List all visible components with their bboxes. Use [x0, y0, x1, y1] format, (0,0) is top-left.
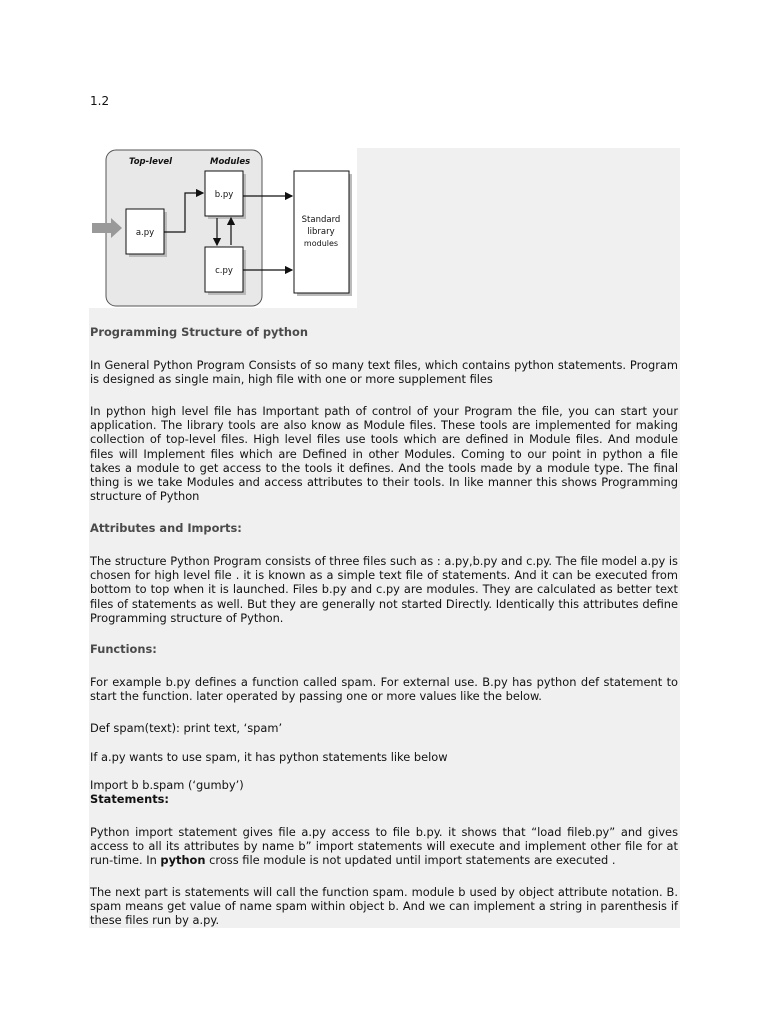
box-c-label: c.py [215, 266, 233, 276]
paragraph-import-statement [90, 825, 678, 868]
paragraph-a-py-spam: If a.py wants to use spam, it has python statements like below [90, 750, 448, 764]
import-text-end: cross file module is not updated until import statements are executed . [205, 853, 616, 868]
box-a-label: a.py [135, 228, 155, 238]
heading-statements: Statements: [90, 792, 169, 806]
heading-programming-structure: Programming Structure of python [90, 325, 308, 339]
section-number: 1.2 [90, 94, 110, 108]
python-bold: python [160, 853, 206, 868]
paragraph-high-level-file: In python high level file has Important path of control of your Program the file, you can start your application. The library tools are also know as Module files. These tools are implemented for making collection of top-level files. High level files use tools which are defined in Module files. And module files will Implement files which are Defined in other Modules. Coming to our point in python a file takes a module to get access to the tools it defines. And the tools made by a module type. The final thing is we take Modules and access attributes to their tools. In like manner this shows Programming structure of Python [90, 404, 678, 504]
code-import-b: Import b b.spam (‘gumby’) [90, 778, 244, 792]
std-line3: modules [303, 239, 339, 248]
paragraph-structure: The structure Python Program consists of three files such as : a.py,b.py and c.py. The file model a.py is chosen for high level file . it is known as a simple text file of statements. And it can be executed from bottom to top when it is launched. Files b.py and c.py are modules. They are calculated as better text files of statements as well. But they are generally not started Directly. Identically this attributes define Programming structure of Python. [90, 554, 678, 625]
modules-label: Modules [210, 157, 251, 167]
import-text-start: Python import statement gives file a.py access to file b.py. it shows that “load fileb.py” and gives access to all its attributes by name b” import statements will execute and implement other file for at run-time. In [90, 825, 678, 868]
paragraph-function-example: For example b.py defines a function called spam. For external use. B.py has python def statement to start the function. later operated by passing one or more values like the below. [90, 675, 678, 704]
code-def-spam: Def spam(text): print text, ‘spam’ [90, 721, 283, 735]
heading-functions: Functions: [90, 642, 157, 656]
module-structure-diagram [89, 148, 357, 308]
top-level-label: Top-level [129, 157, 173, 167]
diagram-svg [89, 148, 357, 308]
paragraph-general: In General Python Program Consists of so many text files, which contains python statements. Program is designed as single main, high file with one or more supplement files [90, 358, 678, 387]
std-line2: library [307, 227, 335, 237]
heading-attributes-imports: Attributes and Imports: [90, 521, 242, 535]
std-line1: Standard [301, 215, 341, 225]
box-b-label: b.py [214, 190, 234, 200]
paragraph-next-part: The next part is statements will call the function spam. module b used by object attribute notation. B. spam means get value of name spam within object b. And we can implement a string in parenthesis if these files run by a.py. [90, 885, 678, 928]
